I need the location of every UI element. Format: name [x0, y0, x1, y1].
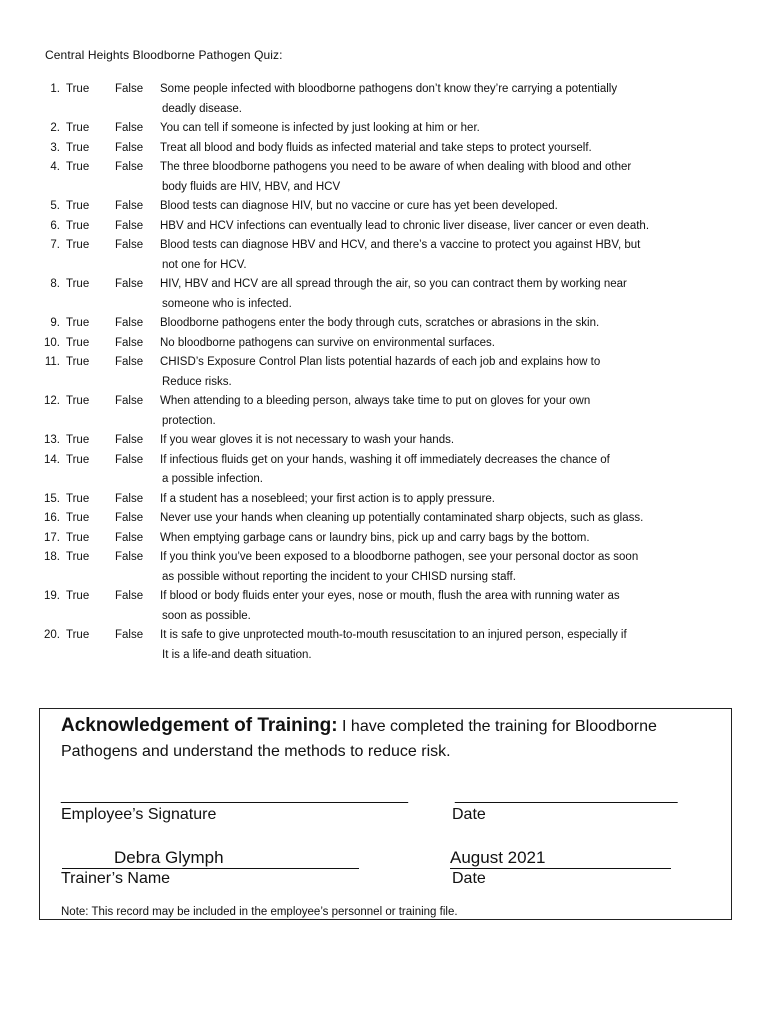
question-line-1: If you wear gloves it is not necessary to wash your hands.: [160, 434, 455, 446]
question-line-2: It is a life-and death situation.: [162, 648, 312, 661]
true-option[interactable]: True: [66, 336, 90, 349]
true-option[interactable]: True: [66, 492, 90, 505]
question-line-1: When attending to a bleeding person, always take time to put on gloves for your own: [160, 395, 591, 407]
question-line-2: protection.: [162, 414, 216, 427]
question-text: [160, 353, 705, 392]
question-number: 20.: [44, 629, 60, 641]
question-number: 11.: [44, 356, 60, 368]
quiz-question: [0, 529, 770, 549]
employee-date-field[interactable]: _________________________: [455, 787, 678, 804]
question-number: 9.: [50, 317, 60, 329]
question-number: 7.: [50, 239, 60, 251]
question-line-2: someone who is infected.: [162, 297, 292, 310]
record-note: Note: This record may be included in the employee’s personnel or training file.: [61, 906, 458, 918]
quiz-question: [0, 158, 770, 197]
false-option[interactable]: False: [115, 531, 144, 544]
question-number: 10.: [44, 336, 60, 349]
acknowledgement-box: [39, 708, 732, 920]
true-option[interactable]: True: [66, 356, 90, 368]
false-option[interactable]: False: [115, 453, 144, 466]
question-line-1: Bloodborne pathogens enter the body through cuts, scratches or abrasions in the skin.: [160, 317, 600, 329]
quiz-question: [0, 548, 770, 587]
question-text: [160, 275, 705, 314]
true-option[interactable]: True: [66, 239, 90, 251]
question-line-1: HIV, HBV and HCV are all spread through the air, so you can contract them by working near: [160, 278, 627, 290]
question-text: [160, 548, 705, 587]
question-text: [160, 197, 705, 217]
question-number: 4.: [50, 161, 60, 173]
question-number: 6.: [50, 219, 60, 232]
true-option[interactable]: True: [66, 395, 90, 407]
true-option[interactable]: True: [66, 200, 90, 212]
false-option[interactable]: False: [115, 336, 144, 349]
true-option[interactable]: True: [66, 317, 90, 329]
question-number: 16.: [44, 512, 60, 524]
quiz-question: [0, 431, 770, 451]
true-option[interactable]: True: [66, 219, 90, 232]
true-option[interactable]: True: [66, 453, 90, 466]
question-line-1: It is safe to give unprotected mouth-to-mouth resuscitation to an injured person, especially if: [160, 629, 627, 641]
trainer-date-value: August 2021: [450, 848, 546, 867]
trainer-name-label: Trainer’s Name: [61, 870, 171, 887]
quiz-question: [0, 334, 770, 354]
question-number: 15.: [44, 492, 60, 505]
true-option[interactable]: True: [66, 629, 90, 641]
question-line-2: soon as possible.: [162, 609, 251, 622]
question-line-1: Treat all blood and body fluids as infected material and take steps to protect yourself.: [160, 141, 592, 154]
question-text: [160, 119, 705, 139]
question-line-2: a possible infection.: [162, 473, 264, 485]
question-text: [160, 334, 705, 354]
false-option[interactable]: False: [115, 492, 144, 505]
question-line-2: as possible without reporting the incident to your CHISD nursing staff.: [162, 570, 516, 583]
true-option[interactable]: True: [66, 434, 90, 446]
quiz-question: [0, 139, 770, 159]
question-text: [160, 626, 705, 665]
false-option[interactable]: False: [115, 551, 144, 563]
quiz-question: [0, 490, 770, 510]
question-text: [160, 236, 705, 275]
question-line-2: not one for HCV.: [162, 258, 247, 271]
question-number: 1.: [50, 83, 60, 95]
question-line-1: HBV and HCV infections can eventually lead to chronic liver disease, liver cancer or even death.: [160, 219, 650, 232]
quiz-question: [0, 587, 770, 626]
false-option[interactable]: False: [115, 512, 144, 524]
question-text: [160, 80, 705, 119]
question-number: 5.: [50, 200, 60, 212]
false-option[interactable]: False: [115, 590, 144, 602]
acknowledgement-text-line2: Pathogens and understand the methods to reduce risk.: [61, 743, 451, 760]
false-option[interactable]: False: [115, 83, 144, 95]
question-text: [160, 490, 705, 510]
quiz-question: [0, 275, 770, 314]
false-option[interactable]: False: [115, 278, 144, 290]
question-text: [160, 158, 705, 197]
employee-date-label: Date: [452, 806, 486, 823]
question-line-1: Blood tests can diagnose HBV and HCV, and there’s a vaccine to protect you against HBV, but: [160, 239, 641, 251]
question-line-2: deadly disease.: [162, 102, 242, 115]
false-option[interactable]: False: [115, 219, 144, 232]
true-option[interactable]: True: [66, 161, 90, 173]
question-line-1: Some people infected with bloodborne pathogens don’t know they’re carrying a potentially: [160, 83, 618, 95]
question-number: 12.: [44, 395, 60, 407]
quiz-title: Central Heights Bloodborne Pathogen Quiz:: [45, 48, 283, 62]
question-number: 8.: [50, 278, 60, 290]
false-option[interactable]: False: [115, 122, 144, 134]
question-number: 14.: [44, 453, 60, 466]
question-text: [160, 392, 705, 431]
question-text: [160, 431, 705, 451]
question-line-1: If a student has a nosebleed; your first action is to apply pressure.: [160, 492, 495, 505]
quiz-question: [0, 80, 770, 119]
true-option[interactable]: True: [66, 512, 90, 524]
quiz-question: [0, 314, 770, 334]
question-text: [160, 529, 705, 549]
quiz-question: [0, 509, 770, 529]
question-number: 3.: [50, 141, 60, 154]
employee-signature-label: Employee’s Signature: [61, 806, 217, 823]
employee-signature-field[interactable]: _______________________________________: [61, 787, 409, 804]
quiz-question: [0, 236, 770, 275]
quiz-list: [0, 80, 770, 665]
question-text: [160, 217, 705, 237]
question-line-1: If infectious fluids get on your hands, washing it off immediately decreases the chance of: [160, 453, 610, 466]
trainer-name-value: Debra Glymph: [114, 848, 224, 867]
question-line-2: body fluids are HIV, HBV, and HCV: [162, 180, 341, 193]
quiz-question: [0, 451, 770, 490]
true-option[interactable]: True: [66, 278, 90, 290]
false-option[interactable]: False: [115, 356, 144, 368]
question-line-1: You can tell if someone is infected by just looking at him or her.: [160, 122, 480, 134]
question-line-1: When emptying garbage cans or laundry bins, pick up and carry bags by the bottom.: [160, 531, 590, 544]
question-line-1: CHISD’s Exposure Control Plan lists potential hazards of each job and explains how to: [160, 356, 601, 368]
false-option[interactable]: False: [115, 317, 144, 329]
question-line-2: Reduce risks.: [162, 375, 232, 388]
quiz-question: [0, 119, 770, 139]
trainer-date-field[interactable]: [450, 848, 671, 869]
false-option[interactable]: False: [115, 629, 144, 641]
false-option[interactable]: False: [115, 141, 144, 154]
question-line-1: Never use your hands when cleaning up potentially contaminated sharp objects, such as glass.: [160, 512, 644, 524]
question-text: [160, 509, 705, 529]
question-text: [160, 587, 705, 626]
question-text: [160, 451, 705, 490]
question-number: 2.: [50, 122, 60, 134]
question-number: 18.: [44, 551, 60, 563]
question-line-1: If blood or body fluids enter your eyes, nose or mouth, flush the area with running water as: [160, 590, 620, 602]
true-option[interactable]: True: [66, 590, 90, 602]
acknowledgement-text-line1: I have completed the training for Bloodborne: [337, 718, 657, 735]
true-option[interactable]: True: [66, 141, 90, 154]
true-option[interactable]: True: [66, 551, 90, 563]
question-number: 17.: [44, 531, 60, 544]
trainer-date-label: Date: [452, 870, 486, 887]
quiz-question: [0, 392, 770, 431]
question-text: [160, 139, 705, 159]
quiz-question: [0, 197, 770, 217]
false-option[interactable]: False: [115, 395, 144, 407]
quiz-question: [0, 626, 770, 665]
true-option[interactable]: True: [66, 122, 90, 134]
true-option[interactable]: True: [66, 531, 90, 544]
question-line-1: The three bloodborne pathogens you need to be aware of when dealing with blood and other: [160, 161, 632, 173]
false-option[interactable]: False: [115, 239, 144, 251]
acknowledgement-heading: Acknowledgement of Training:: [61, 715, 338, 736]
question-line-1: If you think you’ve been exposed to a bloodborne pathogen, see your personal doctor as soon: [160, 551, 639, 563]
false-option[interactable]: False: [115, 161, 144, 173]
question-line-1: Blood tests can diagnose HIV, but no vaccine or cure has yet been developed.: [160, 200, 558, 212]
false-option[interactable]: False: [115, 434, 144, 446]
question-text: [160, 314, 705, 334]
quiz-question: [0, 353, 770, 392]
question-number: 19.: [44, 590, 60, 602]
question-line-1: No bloodborne pathogens can survive on environmental surfaces.: [160, 336, 495, 349]
false-option[interactable]: False: [115, 200, 144, 212]
question-number: 13.: [44, 434, 60, 446]
trainer-name-field[interactable]: [62, 848, 359, 869]
quiz-question: [0, 217, 770, 237]
true-option[interactable]: True: [66, 83, 90, 95]
acknowledgement-statement: [61, 713, 711, 764]
